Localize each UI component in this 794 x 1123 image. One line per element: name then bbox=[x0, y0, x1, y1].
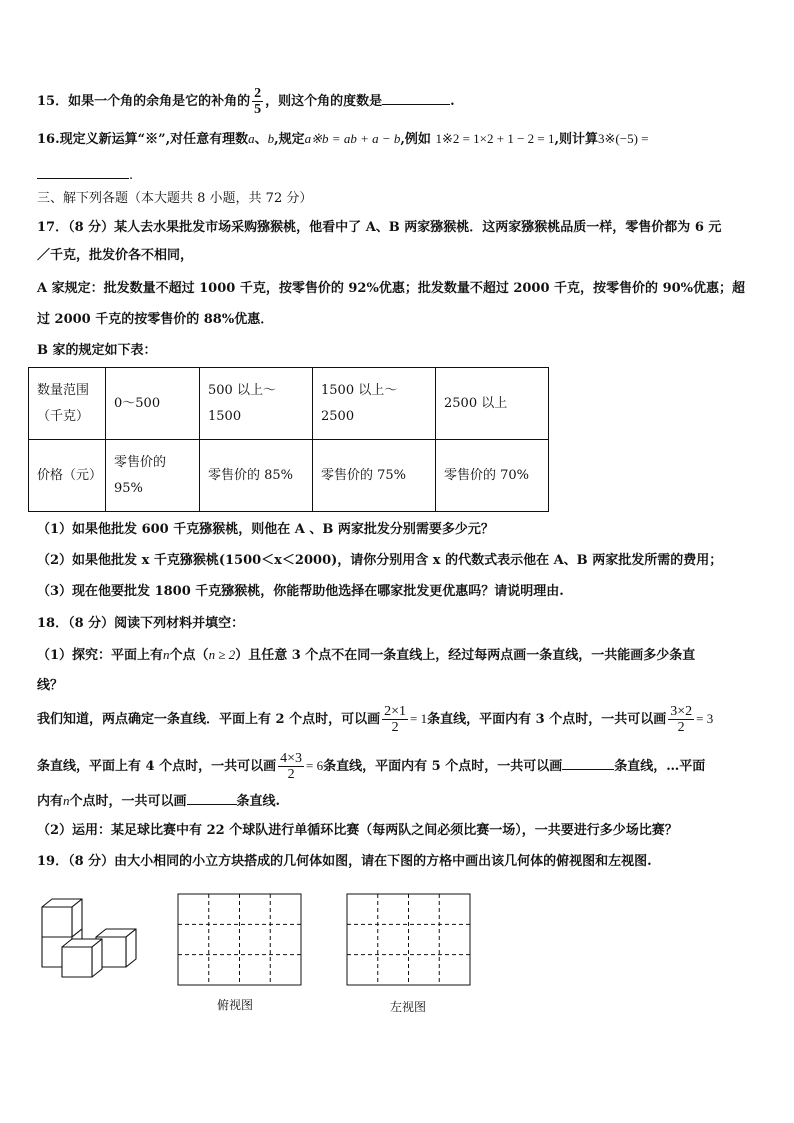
q17-rule-b-intro: B 家的规定如下表： bbox=[37, 343, 157, 358]
q18-line-7: （2）运用：某足球比赛中有 22 个球队进行单循环比赛（每两队之间必须比赛一场），一共要进行多少场比赛？ bbox=[37, 823, 678, 838]
table-cell: 500 以上～1500 bbox=[200, 368, 313, 440]
fraction: $\frac{4\times 3}{2}$ bbox=[280, 751, 303, 782]
q16-example: 1※2 = 1×2 + 1 − 2 = 1 bbox=[435, 131, 555, 146]
table-header-quantity: 数量范围 （千克） bbox=[29, 368, 106, 440]
q17-rule-a-1: A 家规定：批发数量不超过 1000 千克，按零售价的 92%优惠；批发数量不超过 2000 千克，按零售价的 90%优惠；超 bbox=[37, 281, 746, 296]
left-view-grid[interactable] bbox=[346, 893, 472, 987]
q16-answer-line: . bbox=[37, 164, 133, 186]
q15-text: 15．如果一个角的余角是它的补角的 bbox=[37, 94, 251, 109]
q19-line-1: 19．（8 分）由大小相同的小立方块搭成的几何体如图，请在下图的方格中画出该几何体的俯视图和左视图. bbox=[37, 854, 652, 869]
q18-line-4: 我们知道，两点确定一条直线．平面上有 2 个点时，可以画 $\frac{2\times 1}{2}$ = 1条直线，平面内有 3 个点时，一共可以画 $\frac{3\times 2}{2}$ = 3 bbox=[37, 704, 714, 735]
q18-blank-5-points[interactable] bbox=[562, 755, 614, 770]
q16-answer-blank[interactable] bbox=[37, 164, 129, 179]
q18-line-1: 18．（8 分）阅读下列材料并填空： bbox=[37, 616, 245, 631]
q15-line: 15．如果一个角的余角是它的补角的 $\frac{2}{5}$ ，则这个角的度数是 . bbox=[37, 86, 455, 117]
q16-rule: a※b = ab + a − b bbox=[304, 131, 401, 146]
q18-line-2: （1）探究：平面上有n个点（n ≥ 2）且任意 3 个点不在同一条直线上，经过每两点画一条直线，一共能画多少条直 bbox=[37, 647, 696, 663]
q17-rule-a-2: 过 2000 千克的按零售价的 88%优惠． bbox=[37, 312, 274, 327]
q16-line: 16.现定义新运算“※”,对任意有理数a、b,规定a※b = ab + a − b,例如 1※2 = 1×2 + 1 − 2 = 1,则计算3※(−5) = bbox=[37, 131, 649, 147]
q16-calc: 3※(−5) = bbox=[598, 131, 649, 146]
q18-line-3: 线？ bbox=[37, 678, 64, 693]
q15-fraction: $\frac{2}{5}$ bbox=[254, 86, 262, 117]
q15-answer-blank[interactable] bbox=[382, 90, 450, 105]
table-cell: 零售价的 85% bbox=[200, 440, 313, 512]
cube-solid-figure bbox=[36, 895, 146, 985]
table-header-price: 价格（元） bbox=[29, 440, 106, 512]
top-view-caption: 俯视图 bbox=[217, 998, 254, 1012]
table-cell: 零售价的 70% bbox=[436, 440, 549, 512]
table-cell: 零售价的 75% bbox=[313, 440, 436, 512]
section-heading: 三、解下列各题（本大题共 8 小题，共 72 分） bbox=[37, 191, 313, 206]
left-view-caption: 左视图 bbox=[390, 1000, 427, 1014]
q17-sub-2: （2）如果他批发 x 千克猕猴桃(1500＜x＜2000)，请你分别用含 x 的代数式表示他在 A、B 两家批发所需的费用； bbox=[37, 553, 723, 568]
q17-line-2: ／千克，批发价各不相同， bbox=[37, 248, 194, 263]
table-cell: 零售价的 95% bbox=[106, 440, 200, 512]
q18-blank-n-points[interactable] bbox=[187, 790, 237, 805]
table-cell: 0～500 bbox=[106, 368, 200, 440]
q17-sub-1: （1）如果他批发 600 千克猕猴桃，则他在 A 、B 两家批发分别需要多少元？ bbox=[37, 522, 494, 537]
fraction: $\frac{3\times 2}{2}$ bbox=[670, 704, 693, 735]
fraction: $\frac{2\times 1}{2}$ bbox=[384, 704, 407, 735]
top-view-grid[interactable] bbox=[177, 893, 303, 987]
price-table bbox=[28, 367, 549, 512]
q17-sub-3: （3）现在他要批发 1800 千克猕猴桃，你能帮助他选择在哪家批发更优惠吗？请说明理由. bbox=[37, 584, 564, 599]
q17-line-1: 17．（8 分）某人去水果批发市场采购猕猴桃，他看中了 A、B 两家猕猴桃．这两家猕猴桃品质一样，零售价都为 6 元 bbox=[37, 220, 722, 235]
table-cell: 2500 以上 bbox=[436, 368, 549, 440]
q18-line-5: 条直线，平面上有 4 个点时，一共可以画 $\frac{4\times 3}{2}$ = 6条直线，平面内有 5 个点时，一共可以画 条直线，…平面 bbox=[37, 751, 706, 782]
q18-line-6: 内有n个点时，一共可以画 条直线. bbox=[37, 790, 280, 812]
table-cell: 1500 以上～2500 bbox=[313, 368, 436, 440]
